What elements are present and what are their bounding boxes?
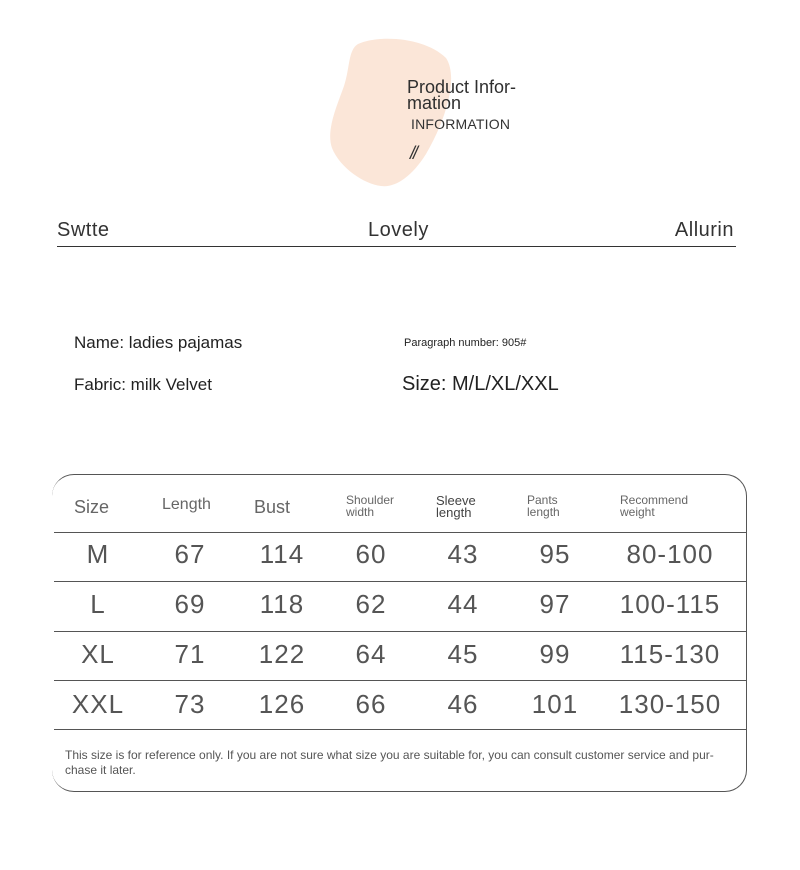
- table-cell: 80-100: [626, 539, 714, 569]
- header-bust: Bust: [254, 497, 291, 517]
- table-cell: 73: [174, 689, 206, 719]
- tagline-middle: Lovely: [368, 219, 429, 241]
- table-cell: 114: [259, 539, 305, 569]
- table-cell: 60: [355, 539, 387, 569]
- page-title: Product Infor- mation: [407, 77, 517, 113]
- table-cell: 71: [174, 639, 206, 669]
- table-cell: 115-130: [619, 639, 721, 669]
- header-sleeve-length: Sleeve length: [436, 493, 476, 520]
- table-cell: L: [90, 589, 106, 619]
- header-length: Length: [162, 496, 211, 513]
- page-subtitle: INFORMATION: [411, 116, 511, 132]
- tagline-left: Swtte: [57, 219, 110, 241]
- table-cell: 64: [355, 639, 387, 669]
- tagline-right: Allurin: [674, 219, 734, 241]
- table-cell: 69: [174, 589, 206, 619]
- table-cell: 97: [539, 589, 571, 619]
- slash-mark: //: [410, 143, 417, 163]
- row-divider: [54, 581, 747, 582]
- table-cell: 126: [258, 689, 306, 719]
- size-table: [52, 474, 747, 792]
- table-cell: 45: [447, 639, 479, 669]
- table-cell: 67: [174, 539, 206, 569]
- product-name: Name: ladies pajamas: [74, 333, 243, 352]
- paragraph-number: Paragraph number: 905#: [404, 337, 527, 349]
- table-cell: 130-150: [618, 689, 722, 719]
- row-divider: [54, 532, 747, 533]
- table-cell: 99: [539, 639, 571, 669]
- table-cell: 101: [531, 689, 579, 719]
- row-divider: [54, 631, 747, 632]
- table-cell: 95: [539, 539, 571, 569]
- table-cell: 43: [447, 539, 479, 569]
- table-cell: 66: [355, 689, 387, 719]
- row-divider: [54, 729, 747, 730]
- tagline-bar: [57, 216, 736, 247]
- header-recommend-weight: Recommend weight: [620, 493, 689, 519]
- header-size: Size: [74, 497, 110, 517]
- header-pants-length: Pants length: [527, 493, 560, 519]
- table-cell: 44: [447, 589, 479, 619]
- table-cell: XL: [81, 639, 115, 669]
- product-size: Size: M/L/XL/XXL: [402, 373, 559, 395]
- table-cell: 46: [447, 689, 479, 719]
- table-cell: XXL: [71, 689, 125, 719]
- table-cell: M: [86, 539, 110, 569]
- table-cell: 122: [258, 639, 306, 669]
- table-cell: 100-115: [619, 589, 721, 619]
- row-divider: [54, 680, 747, 681]
- reference-note: This size is for reference only. If you are not sure what size you are suitable for, you can consult customer service and pur-chase it later.: [65, 748, 714, 777]
- table-cell: 118: [259, 589, 305, 619]
- table-cell: 62: [355, 589, 387, 619]
- decorative-blob: [326, 36, 461, 191]
- header-shoulder-width: Shoulder width: [346, 493, 395, 519]
- product-fabric: Fabric: milk Velvet: [74, 375, 212, 394]
